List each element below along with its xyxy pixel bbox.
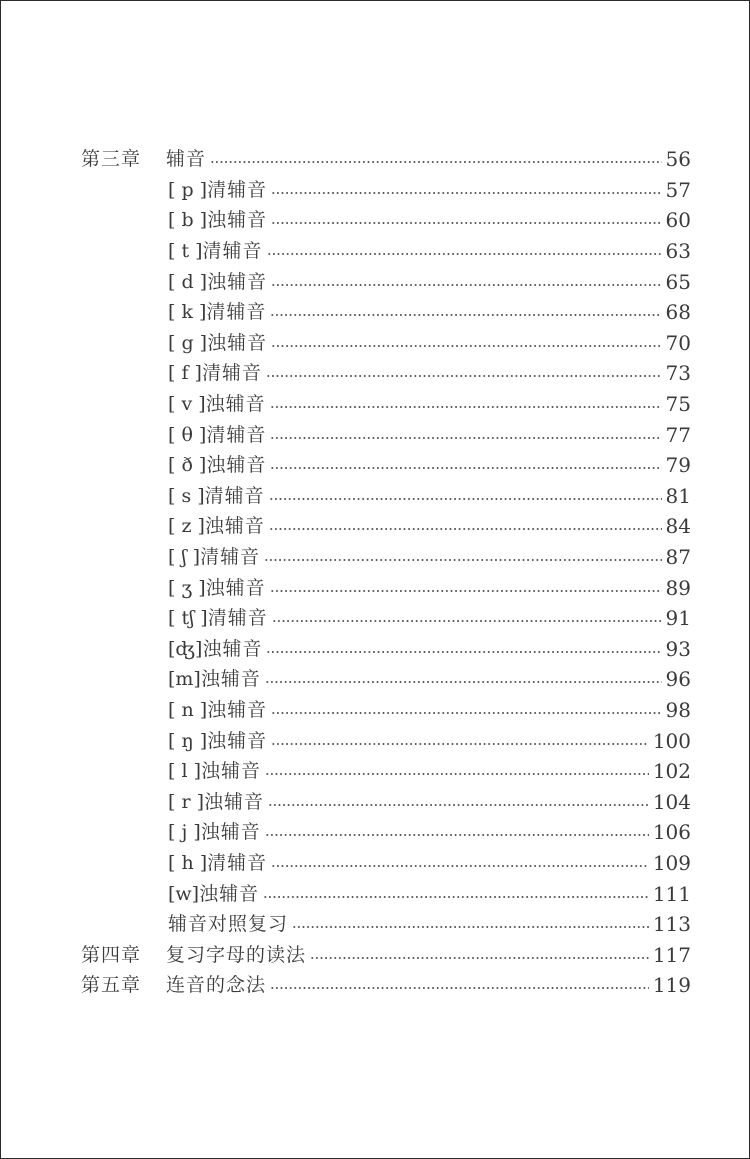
dot-leader — [270, 314, 661, 316]
ipa-symbol: [ ð ] — [168, 454, 207, 477]
dot-leader — [267, 253, 662, 255]
item-title: 清辅音 — [201, 362, 262, 385]
ipa-symbol: [ v ] — [168, 393, 206, 416]
page-number: 63 — [665, 239, 691, 264]
page-number: 84 — [665, 514, 691, 539]
page-number: 100 — [652, 728, 691, 753]
item-title: 清辅音 — [202, 240, 263, 263]
dot-leader — [271, 345, 661, 347]
chapter-label: 第四章 — [81, 943, 142, 966]
dot-leader — [310, 957, 649, 959]
page-number: 81 — [665, 483, 691, 508]
page-number: 79 — [665, 453, 691, 478]
dot-leader — [265, 773, 649, 775]
page-number: 91 — [665, 606, 691, 631]
toc-item[interactable] — [1, 725, 749, 756]
dot-leader — [264, 559, 661, 561]
item-title: 浊辅音 — [204, 515, 265, 538]
dot-leader — [271, 222, 661, 224]
ipa-symbol: [ʤ] — [168, 637, 203, 660]
ipa-symbol: [m] — [168, 668, 201, 691]
page-number: 89 — [665, 575, 691, 600]
item-title: 浊辅音 — [207, 270, 268, 293]
ipa-symbol: [ ŋ ] — [168, 729, 208, 752]
item-title: 清辅音 — [207, 851, 268, 874]
page-number: 65 — [665, 269, 691, 294]
item-title: 浊辅音 — [200, 821, 261, 844]
item-title: 浊辅音 — [199, 882, 260, 905]
toc-item[interactable] — [1, 419, 749, 450]
ipa-symbol: [ p ] — [168, 178, 208, 201]
page-number: 102 — [652, 759, 691, 784]
toc-chapter-3[interactable] — [1, 144, 749, 175]
toc-item[interactable] — [1, 603, 749, 634]
toc-item[interactable] — [1, 266, 749, 297]
toc-item[interactable] — [1, 328, 749, 359]
ipa-symbol: [ ʒ ] — [168, 576, 206, 599]
dot-leader — [270, 590, 662, 592]
ipa-symbol: [ t ] — [168, 240, 203, 263]
item-title: 清辅音 — [206, 423, 267, 446]
page-number: 106 — [652, 820, 691, 845]
chapter-title: 辅音 — [166, 148, 207, 171]
page-number: 93 — [665, 636, 691, 661]
dot-leader — [292, 926, 649, 928]
dot-leader — [271, 284, 661, 286]
ipa-symbol: [ r ] — [168, 790, 204, 813]
dot-leader — [270, 467, 661, 469]
item-title: 浊辅音 — [205, 393, 266, 416]
ipa-symbol: [ k ] — [168, 301, 207, 324]
item-title: 浊辅音 — [207, 209, 268, 232]
page-number: 111 — [652, 881, 691, 906]
toc-item[interactable] — [1, 511, 749, 542]
dot-leader — [263, 896, 649, 898]
item-title: 浊辅音 — [207, 729, 268, 752]
item-title: 浊辅音 — [206, 454, 267, 477]
toc-item[interactable] — [1, 878, 749, 909]
dot-leader — [265, 834, 649, 836]
dot-leader — [265, 681, 662, 683]
ipa-symbol: [ h ] — [168, 851, 208, 874]
toc-item[interactable] — [1, 175, 749, 206]
ipa-symbol: [ d ] — [168, 270, 208, 293]
toc-item[interactable] — [1, 695, 749, 726]
dot-leader — [269, 528, 662, 530]
toc-item[interactable] — [1, 297, 749, 328]
page-number: 117 — [652, 942, 691, 967]
page-number: 56 — [665, 147, 691, 172]
page-number: 75 — [665, 392, 691, 417]
page-number: 96 — [665, 667, 691, 692]
dot-leader — [271, 192, 661, 194]
toc-chapter-4[interactable] — [1, 939, 749, 970]
toc-item[interactable] — [1, 634, 749, 665]
toc-item[interactable] — [1, 236, 749, 267]
table-of-contents — [1, 144, 749, 1001]
toc-item[interactable] — [1, 786, 749, 817]
item-title: 浊辅音 — [202, 637, 263, 660]
ipa-symbol: [ g ] — [168, 331, 208, 354]
ipa-symbol: [ b ] — [168, 209, 208, 232]
chapter-title: 连音的念法 — [166, 974, 267, 997]
dot-leader — [269, 498, 662, 500]
dot-leader — [266, 651, 661, 653]
dot-leader — [271, 865, 649, 867]
item-title: 清辅音 — [204, 484, 265, 507]
ipa-symbol: [ n ] — [168, 698, 208, 721]
dot-leader — [272, 620, 662, 622]
ipa-symbol: [w] — [168, 882, 200, 905]
item-title: 浊辅音 — [205, 576, 266, 599]
consonant-list — [1, 175, 749, 909]
ipa-symbol: [ f ] — [168, 362, 202, 385]
item-title: 浊辅音 — [200, 668, 261, 691]
page-number: 68 — [665, 300, 691, 325]
ipa-symbol: [ θ ] — [168, 423, 207, 446]
dot-leader — [271, 743, 649, 745]
page-number: 98 — [665, 697, 691, 722]
toc-item[interactable] — [1, 450, 749, 481]
dot-leader — [271, 712, 661, 714]
page-number: 119 — [652, 973, 691, 998]
dot-leader — [266, 375, 662, 377]
page-number: 113 — [652, 912, 691, 937]
section-title: 辅音对照复习 — [168, 913, 289, 936]
item-title: 浊辅音 — [204, 790, 265, 813]
toc-item[interactable] — [1, 358, 749, 389]
toc-item[interactable] — [1, 817, 749, 848]
toc-item[interactable] — [1, 542, 749, 573]
page-number: 73 — [665, 361, 691, 386]
page-number: 60 — [665, 208, 691, 233]
page-number: 104 — [652, 789, 691, 814]
page-number: 109 — [652, 850, 691, 875]
item-title: 清辅音 — [200, 546, 261, 569]
item-title: 浊辅音 — [200, 760, 261, 783]
dot-leader — [270, 406, 662, 408]
toc-chapter-5[interactable] — [1, 970, 749, 1001]
dot-leader — [210, 161, 662, 163]
ipa-symbol: [ tʃ ] — [168, 607, 208, 630]
page-number: 87 — [665, 545, 691, 570]
item-title: 清辅音 — [207, 607, 268, 630]
ipa-symbol: [ j ] — [168, 821, 201, 844]
item-title: 浊辅音 — [207, 698, 268, 721]
toc-item[interactable] — [1, 756, 749, 787]
dot-leader — [268, 804, 649, 806]
page-number: 57 — [665, 177, 691, 202]
ipa-symbol: [ ʃ ] — [168, 546, 201, 569]
toc-item[interactable] — [1, 205, 749, 236]
toc-item[interactable] — [1, 389, 749, 420]
item-title: 浊辅音 — [207, 331, 268, 354]
chapter-title: 复习字母的读法 — [166, 943, 307, 966]
toc-item[interactable] — [1, 481, 749, 512]
chapter-label: 第三章 — [81, 148, 142, 171]
toc-item[interactable] — [1, 664, 749, 695]
toc-item[interactable] — [1, 848, 749, 879]
page-number: 77 — [665, 422, 691, 447]
toc-item[interactable] — [1, 572, 749, 603]
ipa-symbol: [ z ] — [168, 515, 205, 538]
item-title: 清辅音 — [206, 301, 267, 324]
chapter-label: 第五章 — [81, 974, 142, 997]
dot-leader — [270, 987, 649, 989]
item-title: 清辅音 — [207, 178, 268, 201]
page-number: 70 — [665, 330, 691, 355]
dot-leader — [270, 437, 661, 439]
ipa-symbol: [ s ] — [168, 484, 205, 507]
ipa-symbol: [ l ] — [168, 760, 201, 783]
toc-review[interactable] — [1, 909, 749, 940]
